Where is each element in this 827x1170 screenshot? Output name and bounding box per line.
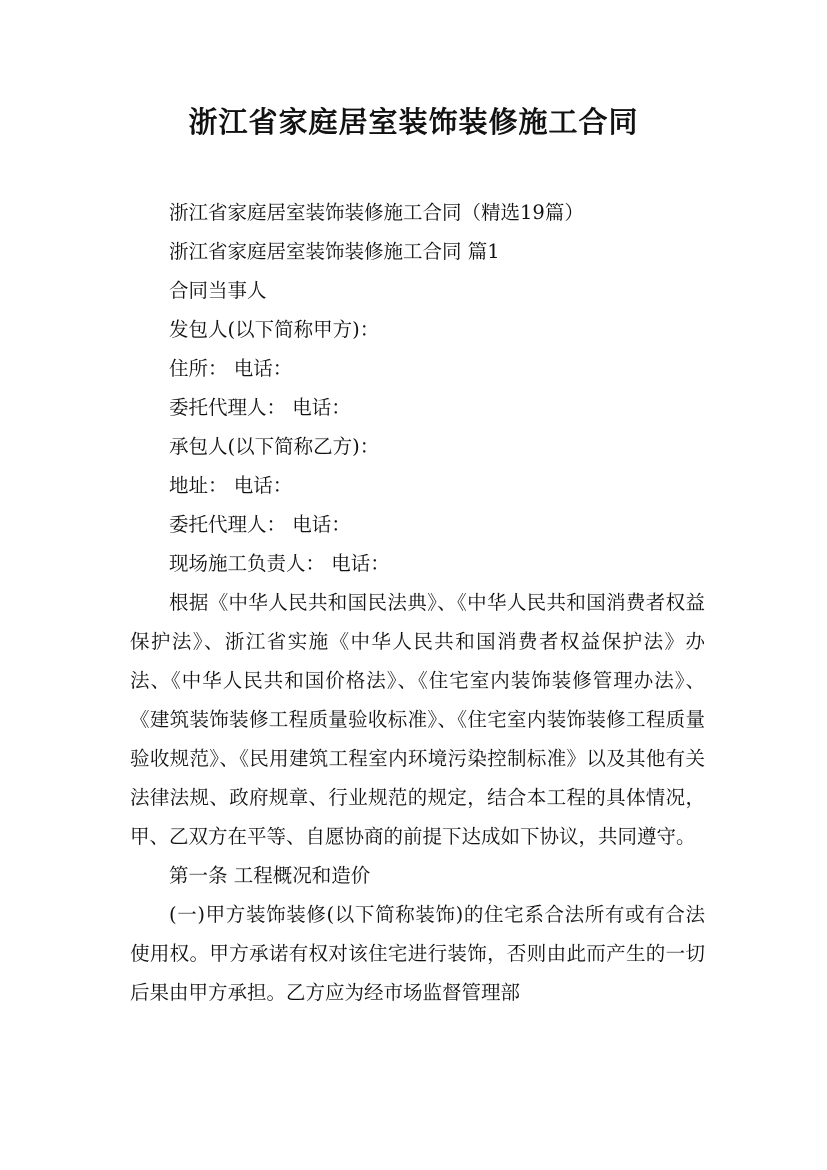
article-1-paragraph: (一)甲方装饰装修(以下简称装饰)的住宅系合法所有或有合法使用权。甲方承诺有权对该住宅进行装饰，否则由此而产生的一切后果由甲方承担。乙方应为经市场监督管理部	[130, 903, 705, 1004]
party-b-address-line: 地址： 电话：	[169, 474, 293, 497]
party-a-agent-line: 委托代理人： 电话：	[169, 396, 351, 419]
party-b-agent-line: 委托代理人： 电话：	[169, 513, 351, 536]
article-heading: 浙江省家庭居室装饰装修施工合同 篇1	[169, 240, 500, 263]
site-manager-line: 现场施工负责人： 电话：	[169, 552, 390, 575]
collection-subtitle: 浙江省家庭居室装饰装修施工合同（精选19篇）	[169, 201, 584, 224]
party-a-line: 发包人(以下简称甲方)：	[169, 318, 380, 341]
document-body	[130, 193, 705, 1012]
parties-heading: 合同当事人	[169, 279, 267, 302]
party-a-address-line: 住所： 电话：	[169, 357, 293, 380]
document-title: 浙江省家庭居室装饰装修施工合同	[188, 105, 639, 139]
party-b-line: 承包人(以下简称乙方)：	[169, 435, 380, 458]
article-1-heading: 第一条 工程概况和造价	[169, 864, 371, 887]
legal-basis-paragraph: 根据《中华人民共和国民法典》、《中华人民共和国消费者权益保护法》、浙江省实施《中华人民共和国消费者权益保护法》办法、《中华人民共和国价格法》、《住宅室内装饰装修管理办法》、《建筑装饰装修工程质量验收标准》、《住宅室内装饰装修工程质量验收规范》、《民用建筑工程室内环境污染控制标准》以及其他有关法律法规、政府规章、行业规范的规定，结合本工程的具体情况，甲、乙双方在平等、自愿协商的前提下达成如下协议，共同遵守。	[130, 591, 705, 848]
